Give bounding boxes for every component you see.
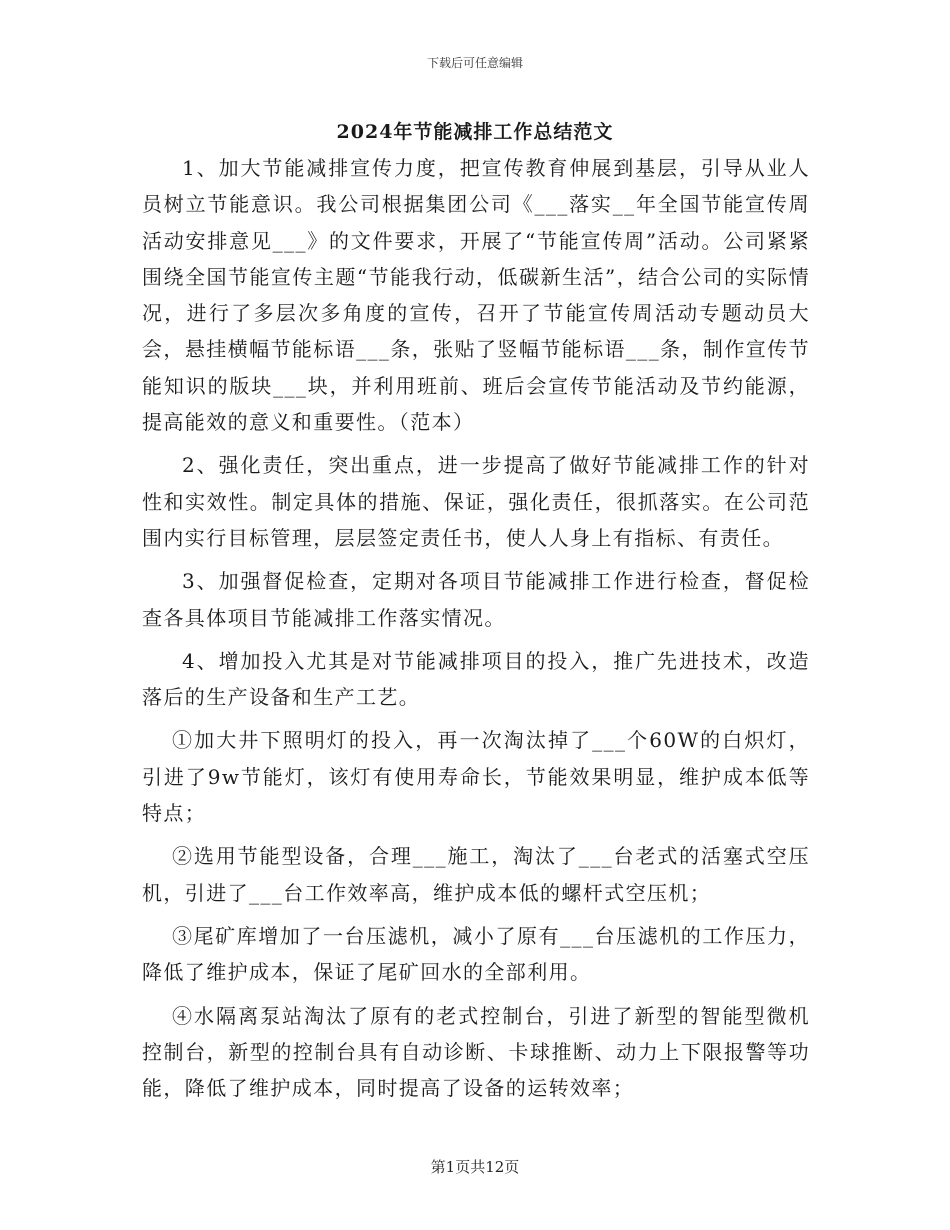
document-title: 2024年节能减排工作总结范文 [336,121,614,143]
paragraph-1: 1、加大节能减排宣传力度，把宣传教育伸展到基层，引导从业人员树立节能意识。我公司根据集团公司《___落实__年全国节能宣传周活动安排意见___》的文件要求，开展了“节能宣传周”活动。公司紧紧围绕全国节能宣传主题“节能我行动，低碳新生活”，结合公司的实际情况，进行了多层次多角度的宣传，召开了节能宣传周活动专题动员大会，悬挂横幅节能标语___条，张贴了竖幅节能标语___条，制作宣传节能知识的版块___块，并利用班前、班后会宣传节能活动及节约能源，提高能效的意义和重要性。（范本） [142,156,810,435]
list-item-3: ③尾矿库增加了一台压滤机，减小了原有___台压滤机的工作压力，降低了维护成本，保证了尾矿回水的全部利用。 [142,923,810,985]
paragraph-3: 3、加强督促检查，定期对各项目节能减排工作进行检查，督促检查各具体项目节能减排工作落实情况。 [142,569,810,630]
list-item-4: ④水隔离泵站淘汰了原有的老式控制台，引进了新型的智能型微机控制台，新型的控制台具有自动诊断、卡球推断、动力上下限报警等功能，降低了维护成本，同时提高了设备的运转效率； [142,1003,810,1101]
document-body [142,150,810,1113]
header-note: 下载后可任意编辑 [426,56,523,70]
list-item-1: ①加大井下照明灯的投入，再一次淘汰掉了___个60W的白炽灯，引进了9w节能灯，该灯有使用寿命长，节能效果明显，维护成本低等特点； [142,728,810,826]
list-item-2: ②选用节能型设备，合理___施工，淘汰了___台老式的活塞式空压机，引进了___台工作效率高，维护成本低的螺杆式空压机； [142,844,810,905]
paragraph-4: 4、增加投入尤其是对节能减排项目的投入，推广先进技术，改造落后的生产设备和生产工艺。 [142,648,810,710]
page-number: 第1页共12页 [430,1158,520,1176]
paragraph-2: 2、强化责任，突出重点，进一步提高了做好节能减排工作的针对性和实效性。制定具体的措施、保证，强化责任，很抓落实。在公司范围内实行目标管理，层层签定责任书，使人人身上有指标、有责任。 [142,453,810,550]
